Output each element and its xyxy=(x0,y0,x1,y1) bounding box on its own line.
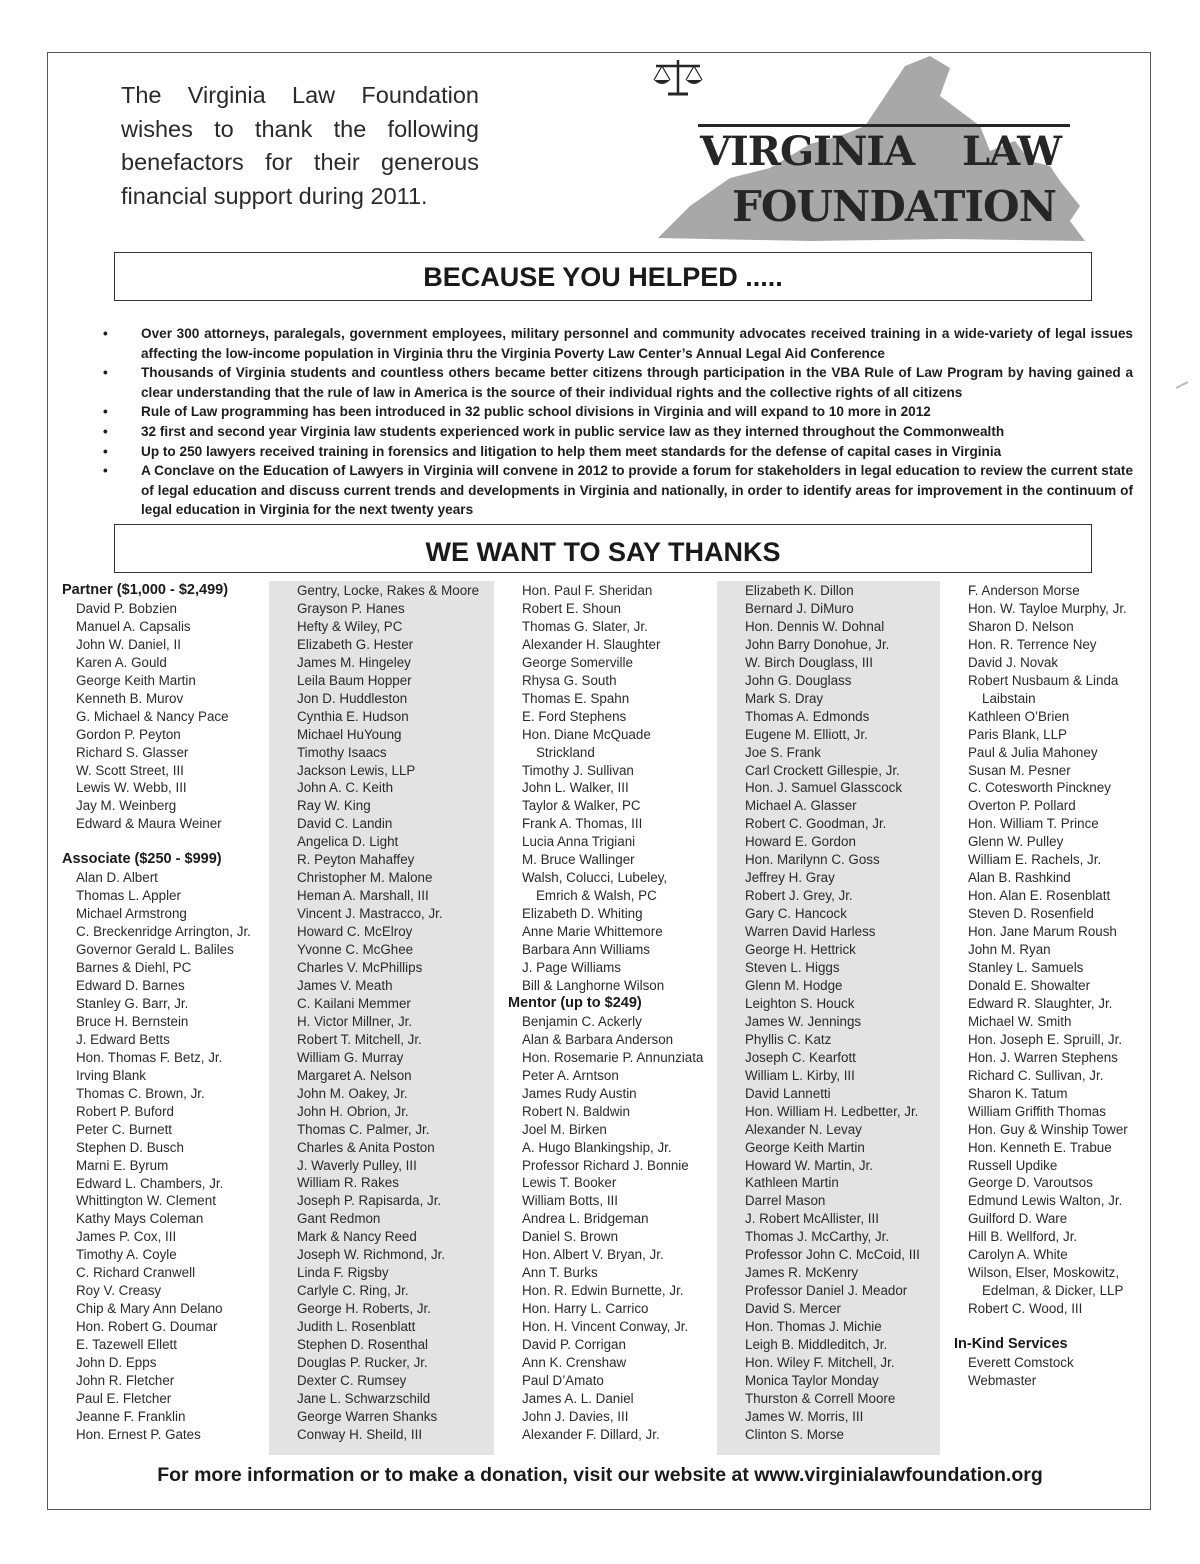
donor-name: Stanley G. Barr, Jr. xyxy=(76,995,189,1011)
donor-name: Howard C. McElroy xyxy=(297,924,413,940)
donor-column-2 xyxy=(297,582,479,1444)
donor-level-heading: Associate ($250 - $999) xyxy=(62,851,222,868)
donor-name: R. Peyton Mahaffey xyxy=(297,852,415,868)
donor-name: Robert J. Grey, Jr. xyxy=(745,888,853,904)
donor-name: Barbara Ann Williams xyxy=(522,942,651,958)
donor-name: Walsh, Colucci, Lubeley, xyxy=(522,870,668,886)
donor-name: Joseph W. Richmond, Jr. xyxy=(297,1247,446,1263)
bullet-text: A Conclave on the Education of Lawyers in Virginia will convene in 2012 to provide a forum for stakeholders in legal education to review the current state of legal education and discuss current trends and developments in Virginia and nationally, in order to identify areas for improvement in the continuum of legal education in Virginia for the next twenty years xyxy=(141,463,1133,518)
donor-name: Hon. William H. Ledbetter, Jr. xyxy=(745,1103,919,1119)
donor-name: Yvonne C. McGhee xyxy=(297,942,414,958)
list-item xyxy=(101,402,1133,422)
donor-name: Timothy A. Coyle xyxy=(76,1247,177,1263)
donor-name: Hon. Ernest P. Gates xyxy=(76,1426,201,1442)
donor-name: Hill B. Wellford, Jr. xyxy=(968,1229,1078,1245)
donor-name: C. Kailani Memmer xyxy=(297,995,411,1011)
donor-name: Richard S. Glasser xyxy=(76,744,189,760)
donor-name: Joe S. Frank xyxy=(745,744,821,760)
donor-name: Leigh B. Middleditch, Jr. xyxy=(745,1337,888,1353)
donor-name: Angelica D. Light xyxy=(297,834,399,850)
donor-column-4 xyxy=(745,582,920,1444)
donor-level-heading: In-Kind Services xyxy=(954,1336,1068,1353)
donor-name: David C. Landin xyxy=(297,816,393,832)
donor-name: Lewis W. Webb, III xyxy=(76,780,187,796)
donor-name: Charles V. McPhillips xyxy=(297,960,423,976)
banner-we-want-to-say-thanks: WE WANT TO SAY THANKS xyxy=(114,524,1092,573)
donor-name: Paul D’Amato xyxy=(522,1372,604,1388)
donor-name: Hon. Paul F. Sheridan xyxy=(522,583,653,598)
donor-name: Hon. Kenneth E. Trabue xyxy=(968,1139,1112,1155)
donor-name: William L. Kirby, III xyxy=(745,1067,855,1083)
donor-name: Dexter C. Rumsey xyxy=(297,1372,407,1388)
donor-name: William R. Rakes xyxy=(297,1175,399,1191)
donor-name: Gary C. Hancock xyxy=(745,906,847,922)
donor-name: Alexander N. Levay xyxy=(745,1121,862,1137)
donor-name: Professor John C. McCoid, III xyxy=(745,1247,920,1263)
donor-name: James A. L. Daniel xyxy=(522,1390,634,1406)
donor-name: Elizabeth K. Dillon xyxy=(745,583,854,598)
donor-name: Stanley L. Samuels xyxy=(968,960,1084,976)
donor-name: Anne Marie Whittemore xyxy=(522,924,663,940)
logo-rule-top xyxy=(698,124,1070,127)
donor-column-5 xyxy=(954,582,1128,1390)
donor-name: Chip & Mary Ann Delano xyxy=(76,1301,223,1317)
list-item xyxy=(101,461,1133,520)
bullet-icon: • xyxy=(103,443,108,459)
donor-name: Thomas A. Edmonds xyxy=(745,708,870,724)
donor-name: Cynthia E. Hudson xyxy=(297,708,409,724)
donor-name: A. Hugo Blankingship, Jr. xyxy=(522,1139,672,1155)
donor-name: Bill & Langhorne Wilson xyxy=(522,977,665,993)
donor-name: Alan D. Albert xyxy=(76,870,158,886)
donor-name: Glenn W. Pulley xyxy=(968,834,1064,850)
donor-name: Robert T. Mitchell, Jr. xyxy=(297,1031,422,1047)
donor-name: Bernard J. DiMuro xyxy=(745,600,854,616)
donor-name: Michael HuYoung xyxy=(297,726,402,742)
donor-name: Daniel S. Brown xyxy=(522,1229,619,1245)
donor-name: Hon. Dennis W. Dohnal xyxy=(745,618,885,634)
section-spacer xyxy=(76,833,251,851)
donor-name: Hon. Thomas J. Michie xyxy=(745,1319,882,1335)
donor-name: James M. Hingeley xyxy=(297,654,411,670)
bullet-text: Over 300 attorneys, paralegals, government employees, military personnel and community advocates received training in a wide-variety of legal issues affecting the low-income population in Virginia thru the Virginia Poverty Law Center’s Annual Legal Aid Conference xyxy=(141,326,1133,361)
donor-name: Vincent J. Mastracco, Jr. xyxy=(297,906,443,922)
donor-name: Robert E. Shoun xyxy=(522,600,622,616)
list-item xyxy=(101,363,1133,402)
donor-name: Hon. J. Warren Stephens xyxy=(968,1049,1118,1065)
bullet-icon: • xyxy=(103,423,108,439)
donor-name: George Warren Shanks xyxy=(297,1408,438,1424)
donor-name: J. Edward Betts xyxy=(76,1031,170,1047)
donor-name: James P. Cox, III xyxy=(76,1229,177,1245)
donor-name: James W. Jennings xyxy=(745,1013,862,1029)
donor-name: C. Richard Cranwell xyxy=(76,1265,196,1281)
footer-donation-info: For more information or to make a donation, visit our website at www.virginialawfoundation.org xyxy=(157,1464,1043,1486)
donor-name: Edward D. Barnes xyxy=(76,978,185,994)
donor-name: Hon. W. Tayloe Murphy, Jr. xyxy=(968,600,1127,616)
donor-name: Leila Baum Hopper xyxy=(297,672,412,688)
donor-name: Joseph P. Rapisarda, Jr. xyxy=(297,1193,442,1209)
donor-name: J. Robert McAllister, III xyxy=(745,1211,879,1227)
donor-name: Marni E. Byrum xyxy=(76,1157,169,1173)
donor-column-3 xyxy=(508,582,704,1444)
donor-name: Alexander F. Dillard, Jr. xyxy=(522,1426,660,1442)
donor-name: John A. C. Keith xyxy=(297,780,394,796)
donor-name: Steven D. Rosenfield xyxy=(968,906,1094,922)
donor-name: Hon. J. Samuel Glasscock xyxy=(745,780,903,796)
donor-name: James R. McKenry xyxy=(745,1265,859,1281)
donor-name: W. Scott Street, III xyxy=(76,762,184,778)
list-item xyxy=(101,442,1133,462)
donor-name: Peter A. Arntson xyxy=(522,1067,619,1083)
donor-name: William Griffith Thomas xyxy=(968,1103,1106,1119)
bullet-text: Rule of Law programming has been introduced in 32 public school divisions in Virginia and will expand to 10 more in 2012 xyxy=(141,404,931,420)
list-item xyxy=(101,324,1133,363)
donor-name: Edward L. Chambers, Jr. xyxy=(76,1175,224,1191)
donor-name: M. Bruce Wallinger xyxy=(522,852,635,868)
donor-name: James V. Meath xyxy=(297,977,393,993)
donor-name: G. Michael & Nancy Pace xyxy=(76,708,229,724)
donor-name: George Somerville xyxy=(522,654,633,670)
donor-level-heading: Mentor (up to $249) xyxy=(508,994,642,1011)
donor-name: Overton P. Pollard xyxy=(968,798,1076,814)
donor-name: Irving Blank xyxy=(76,1067,146,1083)
donor-name-continued: Emrich & Walsh, PC xyxy=(536,888,657,904)
donor-name: Jane L. Schwarzschild xyxy=(297,1390,431,1406)
bullet-icon: • xyxy=(103,326,108,341)
donor-name: Thomas E. Spahn xyxy=(522,690,630,706)
donor-name: Hon. Guy & Winship Tower xyxy=(968,1121,1128,1137)
donor-name: Lucia Anna Trigiani xyxy=(522,834,636,850)
donor-name: Michael W. Smith xyxy=(968,1013,1072,1029)
donor-name: Ray W. King xyxy=(297,798,371,814)
donor-name: Hefty & Wiley, PC xyxy=(297,618,403,634)
donor-name: E. Tazewell Ellett xyxy=(76,1337,177,1353)
section-spacer xyxy=(968,1318,1128,1336)
donor-name: Hon. Jane Marum Roush xyxy=(968,924,1117,940)
donor-name: Thomas G. Slater, Jr. xyxy=(522,618,648,634)
donor-column-1 xyxy=(62,582,251,1444)
list-item xyxy=(101,422,1133,442)
donor-name: Michael Armstrong xyxy=(76,906,187,922)
donor-name: Paris Blank, LLP xyxy=(968,726,1067,742)
donor-name: Elizabeth D. Whiting xyxy=(522,906,643,922)
donor-name: John D. Epps xyxy=(76,1355,157,1371)
donor-name: Douglas P. Rucker, Jr. xyxy=(297,1354,428,1370)
donor-name: J. Page Williams xyxy=(522,960,621,976)
donor-name: C. Breckenridge Arrington, Jr. xyxy=(76,924,251,940)
donor-name: Jackson Lewis, LLP xyxy=(297,762,416,778)
donor-name: David P. Corrigan xyxy=(522,1337,626,1353)
foundation-logo xyxy=(650,56,1090,246)
donor-name: William G. Murray xyxy=(297,1049,404,1065)
donor-name: Thomas C. Palmer, Jr. xyxy=(297,1121,430,1137)
donor-name: Hon. H. Vincent Conway, Jr. xyxy=(522,1319,689,1335)
donor-name: David J. Novak xyxy=(968,654,1059,670)
donor-name: John Barry Donohue, Jr. xyxy=(745,636,890,652)
donor-name: John J. Davies, III xyxy=(522,1408,629,1424)
donor-name: Paul & Julia Mahoney xyxy=(968,744,1098,760)
donor-name: Gant Redmon xyxy=(297,1211,381,1227)
donor-name: Sharon D. Nelson xyxy=(968,618,1074,634)
donor-name: John R. Fletcher xyxy=(76,1372,175,1388)
donor-name: John M. Oakey, Jr. xyxy=(297,1085,408,1101)
donor-name: Clinton S. Morse xyxy=(745,1426,844,1442)
donor-name: John H. Obrion, Jr. xyxy=(297,1103,409,1119)
donor-name: Robert Nusbaum & Linda xyxy=(968,672,1119,688)
donor-name: Hon. Robert G. Doumar xyxy=(76,1319,218,1335)
donor-level-heading: Partner ($1,000 - $2,499) xyxy=(62,582,229,598)
donor-name: Professor Richard J. Bonnie xyxy=(522,1157,689,1173)
donor-name: Hon. Albert V. Bryan, Jr. xyxy=(522,1247,664,1263)
donor-name: Gordon P. Peyton xyxy=(76,726,181,742)
banner-because-you-helped: BECAUSE YOU HELPED ..... xyxy=(114,252,1092,301)
donor-name: Joel M. Birken xyxy=(522,1121,607,1137)
donor-name: Howard W. Martin, Jr. xyxy=(745,1157,873,1173)
donor-name: Edward R. Slaughter, Jr. xyxy=(968,995,1113,1011)
bullet-icon: • xyxy=(103,365,108,381)
donor-name: David S. Mercer xyxy=(745,1301,841,1317)
donor-name: Paul E. Fletcher xyxy=(76,1390,172,1406)
donor-name: John G. Douglass xyxy=(745,672,852,688)
donor-name: Hon. R. Terrence Ney xyxy=(968,636,1097,652)
donor-name: C. Cotesworth Pinckney xyxy=(968,780,1111,796)
donor-name: Rhysa G. South xyxy=(522,672,617,688)
scan-mark-icon xyxy=(1176,380,1188,390)
donor-name: Edward & Maura Weiner xyxy=(76,816,222,832)
donor-name: H. Victor Millner, Jr. xyxy=(297,1013,413,1029)
donor-name: George H. Roberts, Jr. xyxy=(297,1301,431,1317)
donor-name: Kenneth B. Murov xyxy=(76,690,184,706)
donor-name: Alan & Barbara Anderson xyxy=(522,1031,674,1047)
donor-name: Roy V. Creasy xyxy=(76,1283,162,1299)
donor-name: Ann K. Crenshaw xyxy=(522,1354,627,1370)
scales-of-justice-icon xyxy=(650,56,706,100)
donor-name: Richard C. Sullivan, Jr. xyxy=(968,1067,1104,1083)
donor-name: Carolyn A. White xyxy=(968,1247,1068,1263)
donor-name: Sharon K. Tatum xyxy=(968,1085,1068,1101)
donor-name: Alan B. Rashkind xyxy=(968,870,1071,886)
bullet-text: Thousands of Virginia students and countless others became better citizens through participation in the VBA Rule of Law Program by having gained a clear understanding that the rule of law in America is the source of their individual rights and the collective rights of all citizens xyxy=(141,365,1133,400)
donor-name-continued: Laibstain xyxy=(982,690,1036,706)
donor-name: W. Birch Douglass, III xyxy=(745,654,873,670)
donor-name: Charles & Anita Poston xyxy=(297,1139,435,1155)
bullet-icon: • xyxy=(103,463,108,479)
donor-name-continued: Strickland xyxy=(536,744,595,760)
donor-name: Donald E. Showalter xyxy=(968,977,1091,993)
donor-name: Everett Comstock xyxy=(968,1355,1074,1371)
donor-name: Darrel Mason xyxy=(745,1193,826,1209)
bullet-text: 32 first and second year Virginia law students experienced work in public service law as they interned throughout the Commonwealth xyxy=(141,423,1005,439)
donor-name: Hon. Thomas F. Betz, Jr. xyxy=(76,1049,223,1065)
donor-name: Heman A. Marshall, III xyxy=(297,888,429,904)
donor-name: Hon. Rosemarie P. Annunziata xyxy=(522,1049,704,1065)
donor-name: Hon. R. Edwin Burnette, Jr. xyxy=(522,1283,684,1299)
donor-name: Susan M. Pesner xyxy=(968,762,1071,778)
donor-name: Robert C. Wood, III xyxy=(968,1301,1083,1317)
donor-name: George D. Varoutsos xyxy=(968,1175,1093,1191)
donor-name: Frank A. Thomas, III xyxy=(522,816,643,832)
donor-name: Stephen D. Rosenthal xyxy=(297,1337,429,1353)
donor-name: Hon. Joseph E. Spruill, Jr. xyxy=(968,1031,1123,1047)
donor-name: George H. Hettrick xyxy=(745,942,856,958)
donor-name: Margaret A. Nelson xyxy=(297,1067,412,1083)
donor-name: Karen A. Gould xyxy=(76,654,167,670)
donor-name: Kathleen Martin xyxy=(745,1175,839,1191)
donor-name: Warren David Harless xyxy=(745,924,876,940)
donor-name: David P. Bobzien xyxy=(76,600,177,616)
donor-name: William Botts, III xyxy=(522,1193,618,1209)
donor-name: Joseph C. Kearfott xyxy=(745,1049,856,1065)
donor-name: Carl Crockett Gillespie, Jr. xyxy=(745,762,900,778)
donor-name: Jon D. Huddleston xyxy=(297,690,408,706)
donor-name: Robert P. Buford xyxy=(76,1103,175,1119)
donor-name: Hon. William T. Prince xyxy=(968,816,1099,832)
donor-name-continued: Edelman, & Dicker, LLP xyxy=(982,1283,1124,1299)
donor-name: John L. Walker, III xyxy=(522,780,629,796)
donor-name: Robert N. Baldwin xyxy=(522,1103,630,1119)
donor-name: Mark & Nancy Reed xyxy=(297,1229,417,1245)
donor-name: Hon. Diane McQuade xyxy=(522,726,651,742)
bullet-text: Up to 250 lawyers received training in forensics and litigation to help them meet standards for the defense of capital cases in Virginia xyxy=(141,443,1002,459)
donor-name: Whittington W. Clement xyxy=(76,1193,216,1209)
donor-name: William E. Rachels, Jr. xyxy=(968,852,1102,868)
donor-name: Bruce H. Bernstein xyxy=(76,1013,189,1029)
donor-name: Elizabeth G. Hester xyxy=(297,636,414,652)
donor-name: Timothy J. Sullivan xyxy=(522,762,634,778)
donor-name: Gentry, Locke, Rakes & Moore xyxy=(297,583,480,598)
donor-name: Peter C. Burnett xyxy=(76,1121,173,1137)
donor-name: Barnes & Diehl, PC xyxy=(76,960,192,976)
donor-name: Jay M. Weinberg xyxy=(76,798,177,814)
donor-name: Carlyle C. Ring, Jr. xyxy=(297,1283,409,1299)
donor-name: Kathy Mays Coleman xyxy=(76,1211,204,1227)
donor-name: Alexander H. Slaughter xyxy=(522,636,661,652)
donor-name: Ann T. Burks xyxy=(522,1265,598,1281)
bullet-icon: • xyxy=(103,404,108,420)
donor-name: Russell Updike xyxy=(968,1157,1058,1173)
donor-name: J. Waverly Pulley, III xyxy=(297,1157,417,1173)
donor-name: Benjamin C. Ackerly xyxy=(522,1013,642,1029)
donor-name: Hon. Harry L. Carrico xyxy=(522,1301,649,1317)
donor-name: Manuel A. Capsalis xyxy=(76,618,191,634)
donor-name: Edmund Lewis Walton, Jr. xyxy=(968,1193,1123,1209)
donor-name: Eugene M. Elliott, Jr. xyxy=(745,726,868,742)
donor-name: Hon. Wiley F. Mitchell, Jr. xyxy=(745,1354,895,1370)
donor-name: E. Ford Stephens xyxy=(522,708,627,724)
donor-name: Jeanne F. Franklin xyxy=(76,1408,186,1424)
donor-name: Thomas L. Appler xyxy=(76,888,181,904)
donor-name: Thomas C. Brown, Jr. xyxy=(76,1085,205,1101)
donor-name: Michael A. Glasser xyxy=(745,798,857,814)
donor-name: Grayson P. Hanes xyxy=(297,600,405,616)
donor-name: Taylor & Walker, PC xyxy=(522,798,641,814)
donor-name: Professor Daniel J. Meador xyxy=(745,1283,908,1299)
donor-name: Conway H. Sheild, III xyxy=(297,1426,423,1442)
donor-name: Steven L. Higgs xyxy=(745,960,840,976)
donor-name: Webmaster xyxy=(968,1372,1037,1388)
intro-text: The Virginia Law Foundation wishes to thank the following benefactors for their generous financial support during 2011. xyxy=(121,82,479,209)
donor-name: Wilson, Elser, Moskowitz, xyxy=(968,1265,1120,1281)
donor-name: John W. Daniel, II xyxy=(76,636,181,652)
logo-foundation: FOUNDATION xyxy=(732,182,1057,231)
donor-name: Christopher M. Malone xyxy=(297,870,433,886)
logo-law: LAW xyxy=(962,128,1062,175)
donor-name: Timothy Isaacs xyxy=(297,744,387,760)
donor-name: George Keith Martin xyxy=(76,672,196,688)
donor-name: Andrea L. Bridgeman xyxy=(522,1211,649,1227)
donor-name: Phyllis C. Katz xyxy=(745,1031,832,1047)
donor-name: F. Anderson Morse xyxy=(968,583,1080,598)
donor-name: George Keith Martin xyxy=(745,1139,865,1155)
donor-name: Linda F. Rigsby xyxy=(297,1265,389,1281)
accomplishments-list xyxy=(101,324,1133,520)
donor-name: Howard E. Gordon xyxy=(745,834,856,850)
donor-name: Robert C. Goodman, Jr. xyxy=(745,816,887,832)
donor-name: Kathleen O’Brien xyxy=(968,708,1070,724)
donor-name: Hon. Alan E. Rosenblatt xyxy=(968,888,1111,904)
donor-name: Jeffrey H. Gray xyxy=(745,870,835,886)
donor-name: David Lannetti xyxy=(745,1085,831,1101)
donor-name: Monica Taylor Monday xyxy=(745,1372,879,1388)
donor-name: James W. Morris, III xyxy=(745,1408,864,1424)
donor-name: Mark S. Dray xyxy=(745,690,824,706)
donor-name: Glenn M. Hodge xyxy=(745,977,843,993)
donor-name: Thurston & Correll Moore xyxy=(745,1390,896,1406)
donor-name: Governor Gerald L. Baliles xyxy=(76,942,234,958)
donor-name: Hon. Marilynn C. Goss xyxy=(745,852,880,868)
logo-virginia: VIRGINIA xyxy=(700,128,915,175)
donor-name: John M. Ryan xyxy=(968,942,1051,958)
donor-name: James Rudy Austin xyxy=(522,1085,637,1101)
donor-name: Guilford D. Ware xyxy=(968,1211,1068,1227)
donor-name: Lewis T. Booker xyxy=(522,1175,617,1191)
donor-name: Thomas J. McCarthy, Jr. xyxy=(745,1229,890,1245)
donor-name: Leighton S. Houck xyxy=(745,995,855,1011)
donor-name: Stephen D. Busch xyxy=(76,1139,184,1155)
donor-name: Judith L. Rosenblatt xyxy=(297,1319,416,1335)
